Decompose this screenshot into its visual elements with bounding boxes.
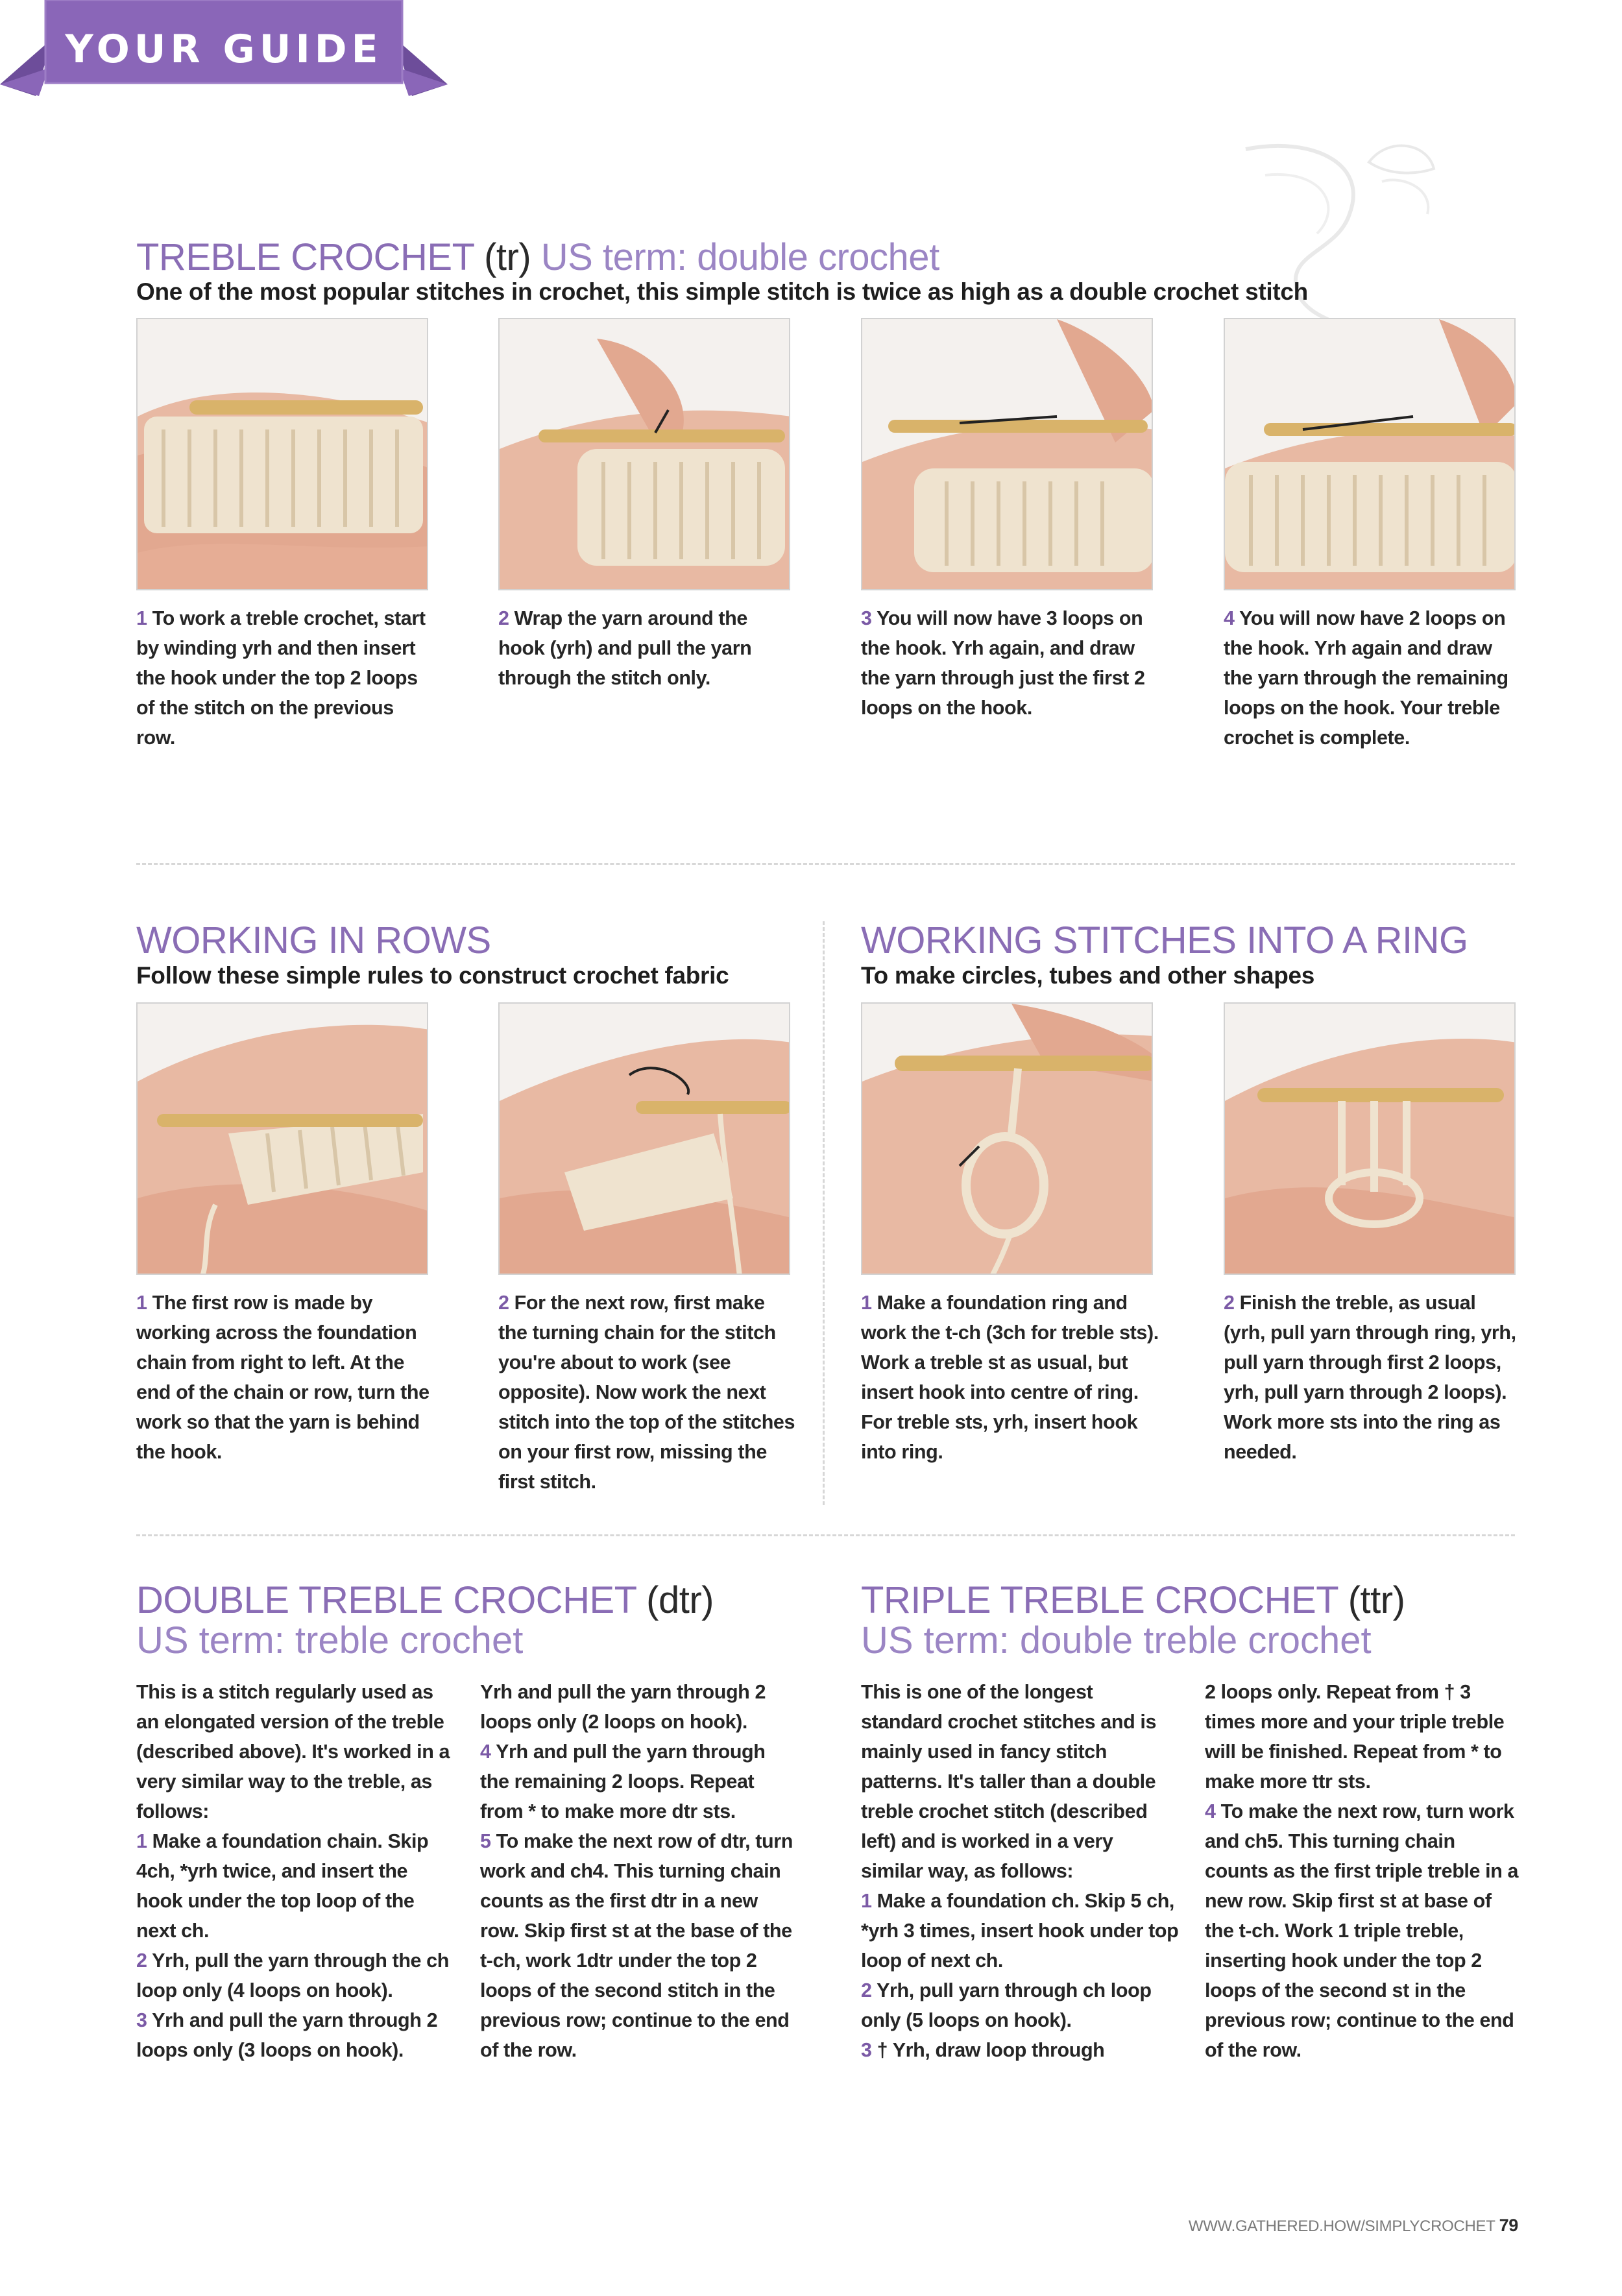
ttr-step: 3 † Yrh, draw loop through — [861, 2039, 1105, 2061]
ttr-us-term: US term: double treble crochet — [861, 1619, 1372, 1662]
treble-photo-2 — [498, 318, 790, 590]
dtr-step: 3 Yrh and pull the yarn through 2 loops only (3 loops on hook). — [136, 2009, 438, 2061]
dtr-paragraph: This is a stitch regularly used as an elongated version of the treble (described above). It's worked in a very similar way to the treble, as follows: — [136, 1681, 450, 1822]
step-number: 4 — [1224, 607, 1235, 629]
ttr-paragraph: This is one of the longest standard crochet stitches and is mainly used in fancy stitch patterns. It's taller than a double treble crochet stitch (described left) and is worked in a very similar way, as follows: — [861, 1681, 1157, 1882]
step-text: You will now have 3 loops on the hook. Yrh again, and draw the yarn through just the first 2 loops on the hook. — [861, 607, 1145, 719]
ring-step-2 — [1224, 1288, 1522, 1467]
dtr-paragraph: Yrh and pull the yarn through 2 loops only (2 loops on hook). — [480, 1681, 766, 1733]
treble-photo-4 — [1224, 318, 1516, 590]
ttr-title-abbr: (ttr) — [1348, 1579, 1405, 1621]
dtr-step: 5 To make the next row of dtr, turn work and ch4. This turning chain counts as the first dtr in a new row. Skip first st at the base of the t-ch, work 1dtr under the top 2 loops of the second stitch in the previous row; continue to the end of the row. — [480, 1830, 793, 2061]
step-number: 2 — [498, 607, 509, 629]
step-number: 2 — [1224, 1292, 1235, 1314]
treble-title-abbr: (tr) — [484, 236, 531, 278]
step-text: The first row is made by working across the foundation chain from right to left. At the end of the chain or row, turn the work so that the yarn is behind the hook. — [136, 1292, 430, 1463]
dtr-title-abbr: (dtr) — [646, 1579, 714, 1621]
ttr-column-2 — [1205, 1677, 1523, 2065]
step-number: 1 — [136, 607, 147, 629]
treble-title-main: TREBLE CROCHET — [136, 236, 474, 278]
step-text: To work a treble crochet, start by winding yrh and then insert the hook under the top 2 loops of the stitch on the previous row. — [136, 607, 426, 749]
step-text: For the next row, first make the turning chain for the stitch you're about to work (see opposite). Now work the next stitch into the top of the stitches on your first row, missing the first stitch. — [498, 1292, 795, 1493]
ring-step-1 — [861, 1288, 1159, 1467]
section-divider — [136, 1534, 1515, 1536]
ttr-step: 4 To make the next row, turn work and ch5. This turning chain counts as the first triple treble in a new row. Skip first st at base of the t-ch. Work 1 triple treble, inserting hook under the top 2 loops of the second st in the previous row; continue to the end of the row. — [1205, 1800, 1519, 2061]
page-number: 79 — [1499, 2216, 1518, 2235]
dtr-title-main: DOUBLE TREBLE CROCHET — [136, 1579, 636, 1621]
dtr-step: 4 Yrh and pull the yarn through the remaining 2 loops. Repeat from * to make more dtr sts. — [480, 1741, 766, 1822]
step-text: Wrap the yarn around the hook (yrh) and pull the yarn through the stitch only. — [498, 607, 752, 689]
step-text: You will now have 2 loops on the hook. Yrh again and draw the yarn through the remaining loops on the hook. Your treble crochet is complete. — [1224, 607, 1508, 749]
banner — [0, 0, 448, 96]
treble-step-4 — [1224, 603, 1522, 753]
treble-strap: One of the most popular stitches in crochet, this simple stitch is twice as high as a double crochet stitch — [136, 278, 1308, 305]
footer-url[interactable]: WWW.GATHERED.HOW/SIMPLYCROCHET — [1188, 2217, 1495, 2235]
step-number: 1 — [136, 1292, 147, 1314]
ring-photo-1 — [861, 1002, 1153, 1275]
step-number: 1 — [861, 1292, 872, 1314]
ttr-paragraph: 2 loops only. Repeat from † 3 times more and your triple treble will be finished. Repeat from * to make more ttr sts. — [1205, 1681, 1505, 1793]
page-footer — [1189, 2216, 1518, 2236]
rows-step-2 — [498, 1288, 797, 1497]
banner-label: YOUR GUIDE — [65, 27, 383, 72]
dtr-column-2 — [480, 1677, 798, 2065]
dtr-step: 2 Yrh, pull the yarn through the ch loop only (4 loops on hook). — [136, 1950, 449, 2001]
rows-step-1 — [136, 1288, 435, 1467]
step-text: Make a foundation ring and work the t-ch (3ch for treble sts). Work a treble st as usual, but insert hook into centre of ring. For treble sts, yrh, insert hook into ring. — [861, 1292, 1159, 1463]
ring-strap: To make circles, tubes and other shapes — [861, 962, 1315, 989]
dtr-column-1 — [136, 1677, 454, 2065]
ring-photo-2 — [1224, 1002, 1516, 1275]
rows-photo-1 — [136, 1002, 428, 1275]
column-divider — [823, 921, 825, 1505]
treble-photo-3 — [861, 318, 1153, 590]
step-number: 3 — [861, 607, 872, 629]
ttr-title-main: TRIPLE TREBLE CROCHET — [861, 1579, 1338, 1621]
dtr-title — [136, 1580, 714, 1621]
dtr-step: 1 Make a foundation chain. Skip 4ch, *yrh twice, and insert the hook under the top loop of the next ch. — [136, 1830, 429, 1942]
step-text: Finish the treble, as usual (yrh, pull yarn through ring, yrh, pull yarn through first 2 loops, yrh, pull yarn through 2 loops). Work more sts into the ring as needed. — [1224, 1292, 1516, 1463]
treble-title — [136, 237, 939, 278]
ttr-column-1 — [861, 1677, 1179, 2065]
section-divider — [136, 863, 1515, 865]
ttr-step: 1 Make a foundation ch. Skip 5 ch, *yrh 3 times, insert hook under top loop of next ch. — [861, 1890, 1179, 1972]
treble-step-1 — [136, 603, 435, 753]
ttr-step: 2 Yrh, pull yarn through ch loop only (5 loops on hook). — [861, 1979, 1152, 2031]
treble-title-us: US term: double crochet — [540, 236, 939, 278]
treble-step-2 — [498, 603, 797, 693]
treble-photo-1 — [136, 318, 428, 590]
dtr-us-term: US term: treble crochet — [136, 1619, 524, 1662]
treble-step-3 — [861, 603, 1159, 723]
step-number: 2 — [498, 1292, 509, 1314]
rows-strap: Follow these simple rules to construct crochet fabric — [136, 962, 729, 989]
rows-title: WORKING IN ROWS — [136, 919, 491, 961]
rows-photo-2 — [498, 1002, 790, 1275]
ttr-title — [861, 1580, 1405, 1621]
ring-title: WORKING STITCHES INTO A RING — [861, 919, 1468, 961]
